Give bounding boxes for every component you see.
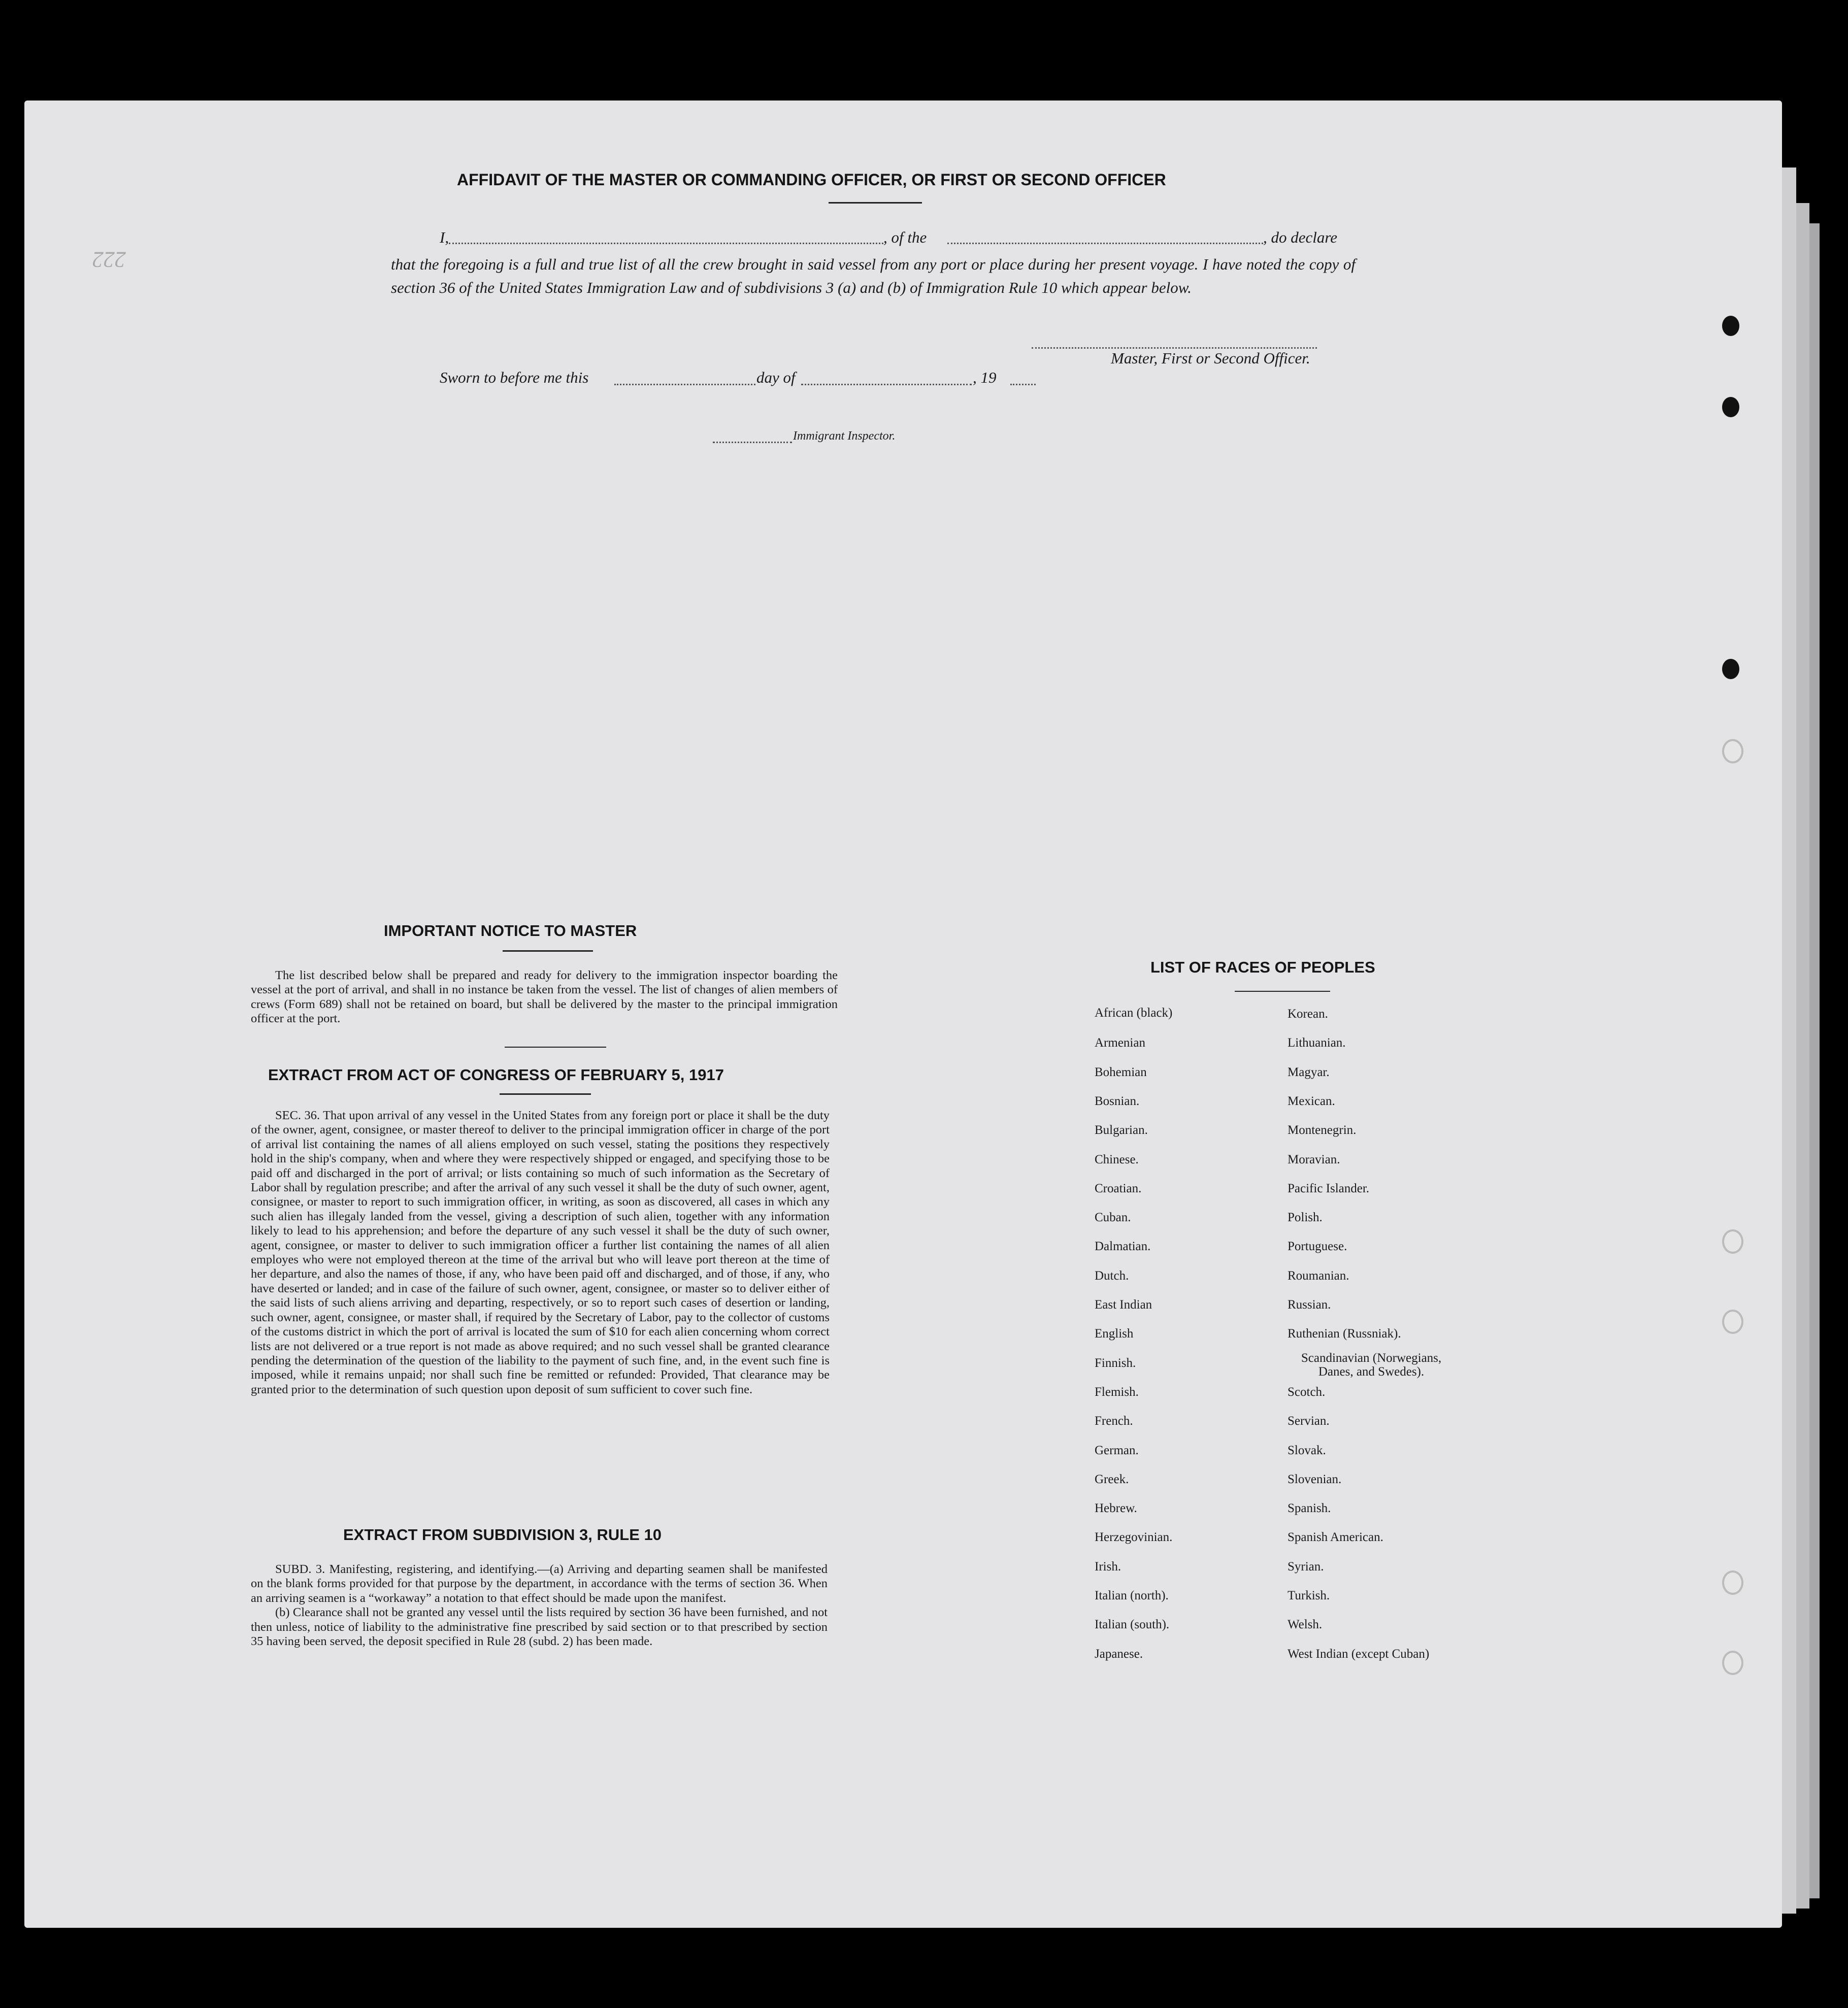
race-item: Portuguese.: [1288, 1240, 1347, 1254]
race-item: Lithuanian.: [1288, 1036, 1346, 1050]
race-item: Spanish.: [1288, 1501, 1331, 1516]
race-item: Dutch.: [1095, 1268, 1129, 1283]
act-paragraph: SEC. 36. That upon arrival of any vessel in the United States from any foreign port or place it shall be the duty of the owner, agent, consignee, or master thereof to deliver to the principal immigration officer in charge of the port of arrival list containing the names of all aliens employed on such vessel, stating the positions they respectively hold in the ship's company, when and where they were respectively shipped or engaged, and specifying those to be paid off and discharged in the port of arrival; or lists containing so much of such information as the Secretary of Labor shall by regulation prescribe; and after the arrival of any such vessel it shall be the duty of such owner, agent, consignee, or master to report to such immigration officer, in writing, as soon as discovered, all cases in which any such alien has illegaly landed from the vessel, giving a description of such alien, together with any information likely to lead to his apprehension; and before the departure of any such vessel it shall be the duty of such owner, agent, consignee, or master to deliver to such immigration officer a further list containing the names of all alien employes who were not employed thereon at the time of the arrival but who will leave port thereon at the time of her departure, and also the names of those, if any, who have been paid off and discharged, and of those, if any, who have deserted or landed; and in case of the failure of such owner, agent, consignee, or master so to deliver either of the said lists of such aliens arriving and departing, respectively, or so to report such cases of desertion or landing, such owner, agent, consignee, or master shall, if required by the Secretary of Labor, pay to the collector of customs of the customs district in which the port of arrival is located the sum of $10 for each alien concerning whom correct lists are not delivered or a true report is not made as above required; and no such vessel shall be granted clearance pending the determination of the question of the liability to the payment of such fine, and, in the event such fine is imposed, while it remains unpaid; nor shall such fine be remitted or refunded: Provided, That clearance may be granted prior to the determination of such question upon deposit of sum sufficient to cover such fine.: [251, 1109, 830, 1396]
binder-hole: [1722, 659, 1739, 679]
page-edge: [1782, 168, 1796, 1914]
month-blank[interactable]: [801, 384, 972, 385]
notice-text: [251, 968, 838, 1026]
race-item: French.: [1095, 1414, 1133, 1428]
rule-text: [251, 1562, 828, 1649]
race-item: Ruthenian (Russniak).: [1288, 1327, 1401, 1341]
race-item: Mexican.: [1288, 1094, 1335, 1108]
binder-hole: [1722, 1570, 1743, 1595]
race-item: Servian.: [1288, 1414, 1330, 1428]
affidavit-line-end: , do declare: [1263, 228, 1338, 246]
race-item: Moravian.: [1288, 1152, 1340, 1166]
act-text: [251, 1109, 830, 1397]
binder-hole: [1722, 1310, 1743, 1334]
binder-hole: [1722, 1229, 1743, 1254]
divider: [1235, 991, 1330, 992]
signature-blank[interactable]: [1032, 347, 1317, 349]
rule-paragraph-a: SUBD. 3. Manifesting, registering, and identifying.—(a) Arriving and departing seamen shall be manifested on the blank forms provided for that purpose by the department, in accordance with the terms of section 36. When an arriving seamen is a “workaway” a notation to that effect should be made upon the manifest.: [251, 1562, 828, 1605]
binder-hole: [1722, 1651, 1743, 1675]
binder-hole: [1722, 316, 1739, 336]
inspector-blank[interactable]: [713, 442, 792, 443]
name-blank[interactable]: [449, 243, 883, 244]
race-item: Chinese.: [1095, 1152, 1139, 1166]
race-item: West Indian (except Cuban): [1288, 1647, 1430, 1661]
affidavit-heading: AFFIDAVIT OF THE MASTER OR COMMANDING OFFICER, OR FIRST OR SECOND OFFICER: [457, 171, 1166, 189]
race-item: Dalmatian.: [1095, 1240, 1151, 1254]
race-item: Bulgarian.: [1095, 1123, 1148, 1137]
rule-paragraph-b: (b) Clearance shall not be granted any vessel until the lists required by section 36 have been furnished, and not then unless, notice of liability to the administrative fine prescribed by said section or to that prescribed by section 35 having been served, the deposit specified in Rule 28 (subd. 2) has been made.: [251, 1605, 828, 1649]
race-item: African (black): [1095, 1006, 1173, 1020]
vessel-blank[interactable]: [947, 243, 1263, 244]
race-item: Italian (south).: [1095, 1618, 1170, 1632]
notice-heading: IMPORTANT NOTICE TO MASTER: [384, 922, 637, 940]
race-item: Irish.: [1095, 1559, 1121, 1574]
race-item: Magyar.: [1288, 1065, 1330, 1079]
race-item: Flemish.: [1095, 1385, 1139, 1399]
race-item: Greek.: [1095, 1472, 1129, 1486]
binder-hole: [1722, 739, 1743, 763]
sworn-text: Sworn to before me this: [440, 369, 589, 386]
rule-heading: EXTRACT FROM SUBDIVISION 3, RULE 10: [343, 1526, 662, 1544]
race-item: East Indian: [1095, 1298, 1152, 1312]
race-item: English: [1095, 1327, 1134, 1341]
margin-mark: 222: [92, 247, 126, 272]
race-item: Armenian: [1095, 1036, 1145, 1050]
race-item: Polish.: [1288, 1211, 1323, 1225]
race-item: Japanese.: [1095, 1647, 1143, 1661]
race-item: Roumanian.: [1288, 1268, 1349, 1283]
race-item: Herzegovinian.: [1095, 1530, 1173, 1545]
race-item: Montenegrin.: [1288, 1123, 1357, 1137]
race-item: Hebrew.: [1095, 1501, 1137, 1516]
race-item: Spanish American.: [1288, 1530, 1383, 1545]
page-edge: [1809, 223, 1820, 1898]
race-item: Turkish.: [1288, 1589, 1330, 1602]
race-item: Welsh.: [1288, 1618, 1323, 1632]
day-blank[interactable]: [614, 384, 755, 385]
divider: [505, 1047, 606, 1048]
race-item: Pacific Islander.: [1288, 1181, 1370, 1195]
race-item: Cuban.: [1095, 1211, 1131, 1225]
binder-hole: [1722, 397, 1739, 417]
race-item: Slovenian.: [1288, 1472, 1342, 1486]
year-blank[interactable]: [1010, 384, 1036, 385]
race-item: Finnish.: [1095, 1356, 1136, 1370]
race-item: Syrian.: [1288, 1559, 1324, 1574]
signature-label: Master, First or Second Officer.: [1111, 349, 1310, 367]
sworn-mid: day of: [756, 369, 796, 386]
divider: [829, 202, 922, 204]
affidavit-line-mid: , of the: [883, 228, 927, 246]
race-item: Bosnian.: [1095, 1094, 1140, 1108]
race-item: Italian (north).: [1095, 1589, 1169, 1602]
race-item: German.: [1095, 1443, 1139, 1457]
inspector-label: Immigrant Inspector.: [793, 429, 896, 443]
races-heading: LIST OF RACES OF PEOPLES: [1150, 958, 1375, 976]
notice-paragraph: The list described below shall be prepared and ready for delivery to the immigration inspector boarding the vessel at the port of arrival, and shall in no instance be taken from the vessel. The list of changes of alien members of crews (Form 689) shall not be retained on board, but shall be delivered by the master to the principal immigration officer at the port.: [251, 968, 838, 1026]
divider: [503, 950, 593, 952]
race-item: Scandinavian (Norwegians, Danes, and Swedes).: [1301, 1351, 1442, 1379]
race-item: Slovak.: [1288, 1443, 1326, 1457]
page-edge: [1796, 203, 1809, 1909]
race-item: Russian.: [1288, 1298, 1331, 1312]
sworn-year: , 19: [973, 369, 997, 386]
act-heading: EXTRACT FROM ACT OF CONGRESS OF FEBRUARY 5, 1917: [268, 1066, 724, 1084]
divider: [500, 1093, 591, 1095]
affidavit-line-start: I,: [440, 228, 449, 246]
race-item: Bohemian: [1095, 1065, 1147, 1079]
race-item: Croatian.: [1095, 1181, 1142, 1195]
affidavit-body: that the foregoing is a full and true list of all the crew brought in said vessel from any port or place during her present voyage. I have noted the copy of section 36 of the United States Immigration Law and of subdivisions 3 (a) and (b) of Immigration Rule 10 which appear below.: [391, 255, 1356, 296]
race-item: Korean.: [1288, 1007, 1328, 1021]
race-item: Scotch.: [1288, 1385, 1326, 1399]
